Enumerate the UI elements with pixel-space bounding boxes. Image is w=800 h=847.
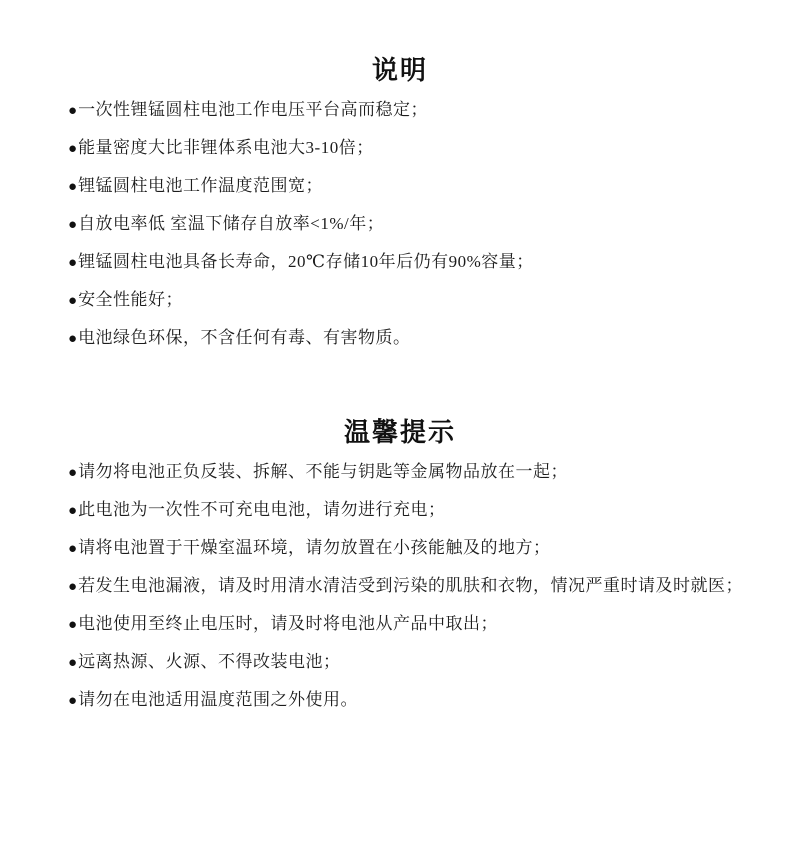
section-title-tips: 温馨提示: [343, 418, 456, 447]
bullet-item: [68, 138, 750, 159]
bullet-text: 一次性锂锰圆柱电池工作电压平台高而稳定；: [78, 100, 429, 119]
bullet-text: 自放电率低 室温下储存自放率<1%/年；: [78, 214, 385, 233]
document-page: [0, 56, 800, 847]
bullet-icon: ●: [68, 179, 78, 195]
bullet-text: 锂锰圆柱电池工作温度范围宽；: [78, 176, 324, 195]
bullet-icon: ●: [68, 655, 78, 671]
bullet-item: [68, 690, 750, 711]
bullet-item: [68, 614, 750, 635]
bullet-text: 远离热源、火源、不得改装电池；: [78, 652, 341, 671]
tips-bullet-list: [0, 462, 800, 711]
bullet-icon: ●: [68, 331, 78, 347]
bullet-item: [68, 290, 750, 311]
bullet-item: [68, 576, 750, 597]
bullet-icon: ●: [68, 693, 78, 709]
bullet-item: [68, 538, 750, 559]
bullet-text: 安全性能好；: [78, 290, 184, 309]
bullet-text: 此电池为一次性不可充电电池，请勿进行充电；: [78, 500, 446, 519]
bullet-item: [68, 652, 750, 673]
bullet-item: [68, 252, 750, 273]
bullet-text: 请勿在电池适用温度范围之外使用。: [78, 690, 359, 709]
bullet-item: [68, 462, 750, 483]
bullet-icon: ●: [68, 617, 78, 633]
bullet-item: [68, 100, 750, 121]
bullet-icon: ●: [68, 579, 78, 595]
bullet-icon: ●: [68, 141, 78, 157]
section-title-description: 说明: [371, 56, 428, 85]
bullet-text: 能量密度大比非锂体系电池大3-10倍；: [78, 138, 374, 157]
bullet-text: 若发生电池漏液，请及时用清水清洁受到污染的肌肤和衣物，情况严重时请及时就医；: [78, 576, 744, 595]
bullet-item: [68, 176, 750, 197]
bullet-icon: ●: [68, 503, 78, 519]
bullet-icon: ●: [68, 465, 78, 481]
bullet-icon: ●: [68, 103, 78, 119]
bullet-item: [68, 214, 750, 235]
bullet-icon: ●: [68, 255, 78, 271]
bullet-item: [68, 328, 750, 349]
bullet-text: 请勿将电池正负反装、拆解、不能与钥匙等金属物品放在一起；: [78, 462, 569, 481]
bullet-text: 请将电池置于干燥室温环境，请勿放置在小孩能触及的地方；: [78, 538, 551, 557]
bullet-icon: ●: [68, 541, 78, 557]
bullet-item: [68, 500, 750, 521]
description-bullet-list: [0, 100, 800, 349]
bullet-icon: ●: [68, 217, 78, 233]
bullet-icon: ●: [68, 293, 78, 309]
bullet-text: 锂锰圆柱电池具备长寿命，20℃存储10年后仍有90%容量；: [78, 252, 534, 271]
bullet-text: 电池绿色环保，不含任何有毒、有害物质。: [78, 328, 411, 347]
bullet-text: 电池使用至终止电压时，请及时将电池从产品中取出；: [78, 614, 499, 633]
